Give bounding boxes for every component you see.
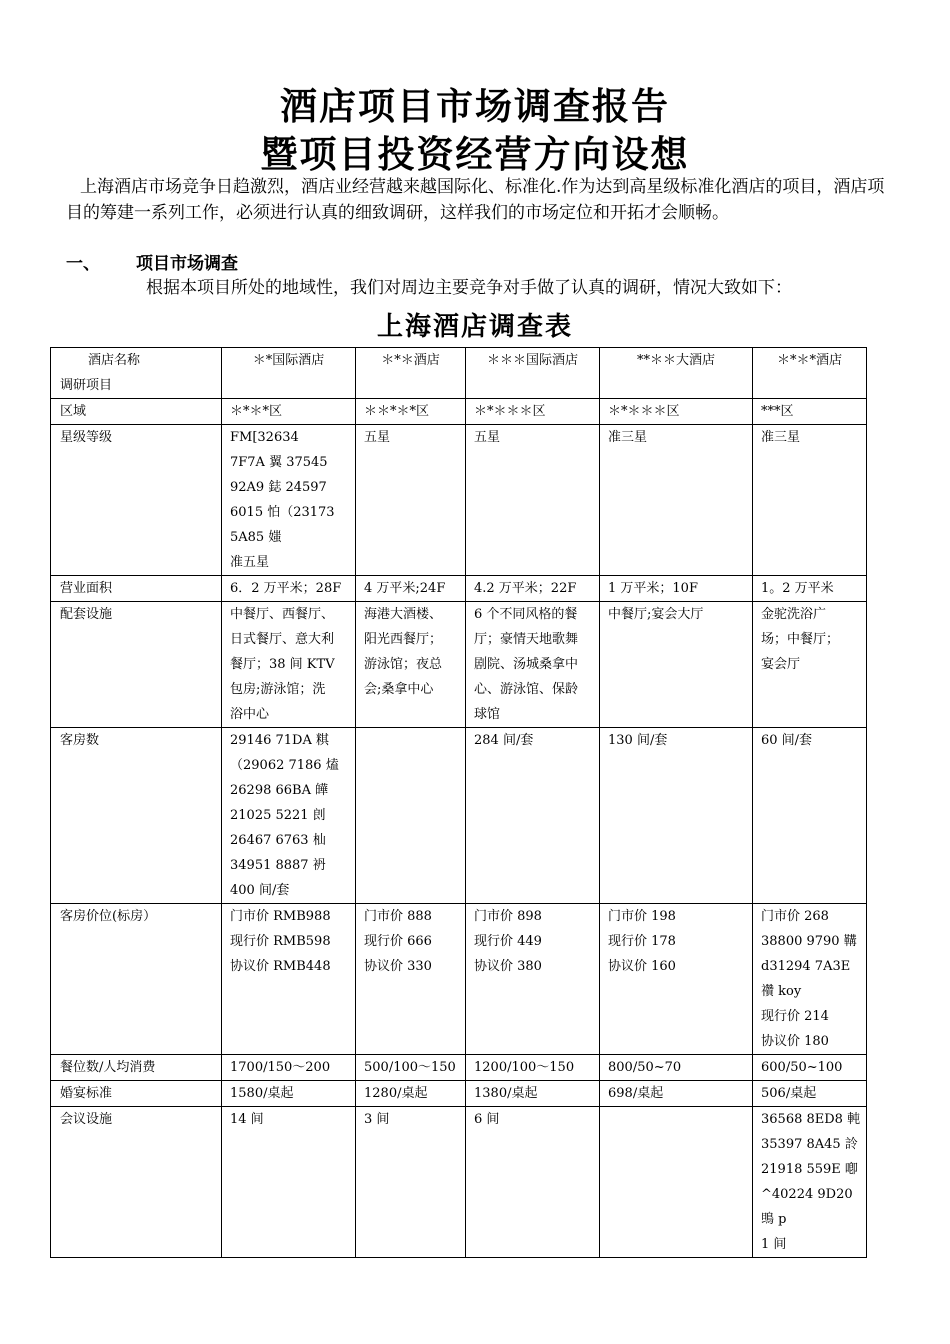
hotel-name-3: ＊＊＊国际酒店 <box>466 348 600 399</box>
cell-text: 21025 5221 剆 <box>230 808 326 823</box>
cell-text: 剧院、汤城桑拿中 <box>474 657 579 672</box>
cell-text: ***区 <box>761 404 794 419</box>
table-cell <box>222 399 356 425</box>
table-cell <box>600 904 753 1055</box>
cell-text: 3 间 <box>364 1112 390 1127</box>
cell-text: 1 间 <box>761 1237 787 1252</box>
cell-text: 92A9 鋕 24597 <box>230 480 327 495</box>
cell-text: 6015 怕（23173 <box>230 505 335 520</box>
cell-text: 34951 8887 袇 <box>230 858 326 873</box>
cell-text: ^40224 9D20 <box>761 1187 853 1202</box>
table-cell <box>466 1081 600 1107</box>
cell-text: 中餐厅;宴会大厅 <box>608 607 704 622</box>
cell-text: 门市价 268 <box>761 909 829 924</box>
table-cell <box>753 728 867 904</box>
table-cell <box>222 576 356 602</box>
table-cell <box>600 425 753 576</box>
table-cell <box>753 1107 867 1258</box>
table-cell <box>222 904 356 1055</box>
cell-text: 现行价 449 <box>474 934 542 949</box>
cell-text: 500/100～150 <box>364 1060 456 1075</box>
table-cell <box>753 602 867 728</box>
cell-text: 1 万平米；10F <box>608 581 698 596</box>
cell-text: d31294 7A3E <box>761 959 851 974</box>
cell-text: 284 间/套 <box>474 733 534 748</box>
cell-text: FM[32634 <box>230 430 299 445</box>
table-row-wedding-banquet <box>51 1081 867 1107</box>
row-label-room-price: 客房价位(标房） <box>51 904 222 1055</box>
row-label-star-rating: 星级等级 <box>51 425 222 576</box>
cell-text: 阳光西餐厅； <box>364 632 443 647</box>
table-cell <box>222 1081 356 1107</box>
cell-text: 26467 6763 杣 <box>230 833 326 848</box>
cell-text: 门市价 898 <box>474 909 542 924</box>
cell-text: 海港大酒楼、 <box>364 607 443 622</box>
hotel-name-4: **＊＊大酒店 <box>600 348 753 399</box>
table-row-facilities <box>51 602 867 728</box>
cell-text: 1380/桌起 <box>474 1086 538 1101</box>
table-row-region <box>51 399 867 425</box>
table-cell <box>466 1055 600 1081</box>
table-cell <box>356 399 466 425</box>
table-cell <box>222 1107 356 1258</box>
cell-text: 球馆 <box>474 707 501 722</box>
cell-text: 6．2 万平米；28F <box>230 581 342 596</box>
table-row-business-area <box>51 576 867 602</box>
cell-text: 五星 <box>474 430 501 445</box>
cell-text: （29062 7186 熆 <box>230 758 339 773</box>
cell-text: 1580/桌起 <box>230 1086 294 1101</box>
row-label-facilities: 配套设施 <box>51 602 222 728</box>
cell-text: 五星 <box>364 430 391 445</box>
table-cell <box>222 425 356 576</box>
cell-text: ＊*＊＊＊区 <box>608 404 680 419</box>
table-cell <box>753 576 867 602</box>
cell-text: 包房;游泳馆；洗 <box>230 682 326 697</box>
cell-text: 鴠 p <box>761 1212 787 1227</box>
hotel-survey-table <box>50 347 867 1258</box>
cell-text: 698/桌起 <box>608 1086 664 1101</box>
cell-text: 准三星 <box>608 430 648 445</box>
table-cell <box>466 425 600 576</box>
cell-text: 宴会厅 <box>761 657 801 672</box>
table-title: 上海酒店调查表 <box>376 312 573 342</box>
table-cell <box>600 576 753 602</box>
cell-text: 400 间/套 <box>230 883 290 898</box>
cell-text: 协议价 330 <box>364 959 432 974</box>
table-cell <box>356 728 466 904</box>
table-cell <box>466 728 600 904</box>
cell-text: 门市价 198 <box>608 909 676 924</box>
table-cell <box>222 728 356 904</box>
cell-text: 1280/桌起 <box>364 1086 428 1101</box>
cell-text: 6 间 <box>474 1112 500 1127</box>
cell-text: 准五星 <box>230 555 270 570</box>
cell-text: 协议价 160 <box>608 959 676 974</box>
table-cell <box>356 576 466 602</box>
row-label-room-count: 客房数 <box>51 728 222 904</box>
table-cell <box>753 904 867 1055</box>
cell-text: 7F7A 翼 37545 <box>230 455 328 470</box>
cell-text: 门市价 RMB988 <box>230 909 331 924</box>
cell-text: 36568 8ED8 軘 <box>761 1112 861 1127</box>
table-cell <box>753 425 867 576</box>
row-label-business-area: 营业面积 <box>51 576 222 602</box>
table-cell <box>753 1081 867 1107</box>
cell-text: 5A85 媸 <box>230 530 282 545</box>
cell-text: 现行价 RMB598 <box>230 934 331 949</box>
cell-text: 协议价 380 <box>474 959 542 974</box>
cell-text: 日式餐厅、意大利 <box>230 632 335 647</box>
table-cell <box>466 576 600 602</box>
cell-text: 禶 koy <box>761 984 802 999</box>
cell-text: 中餐厅、西餐厅、 <box>230 607 335 622</box>
table-cell <box>356 1107 466 1258</box>
section-heading <box>66 249 238 274</box>
cell-text: 餐厅；38 间 KTV <box>230 657 335 672</box>
cell-text: 协议价 RMB448 <box>230 959 331 974</box>
table-cell <box>466 602 600 728</box>
table-row-star-rating <box>51 425 867 576</box>
table-row-room-count <box>51 728 867 904</box>
cell-text: 厅；豪情天地歌舞 <box>474 632 579 647</box>
header-corner-cell <box>51 348 222 399</box>
table-body <box>51 399 867 1258</box>
table-header-row <box>51 348 867 399</box>
cell-text: 800/50~70 <box>608 1060 682 1075</box>
cell-text: 场；中餐厅； <box>761 632 840 647</box>
cell-text: 600/50~100 <box>761 1060 843 1075</box>
cell-text: 29146 71DA 粸 <box>230 733 329 748</box>
report-title-line2: 暨项目投资经营方向设想 <box>260 133 690 176</box>
cell-text: 60 间/套 <box>761 733 813 748</box>
cell-text: 现行价 666 <box>364 934 432 949</box>
table-cell <box>600 1081 753 1107</box>
cell-text: 35397 8A45 詅 <box>761 1137 858 1152</box>
table-cell <box>600 602 753 728</box>
intro-paragraph: 上海酒店市场竞争日趋激烈，酒店业经营越来越国际化、标准化.作为达到高星级标准化酒店的项目，酒店项目的筹建一系列工作，必须进行认真的细致调研，这样我们的市场定位和开拓才会顺畅。 <box>66 177 885 223</box>
table-cell <box>600 399 753 425</box>
table-row-dining-capacity <box>51 1055 867 1081</box>
cell-text: ＊*＊＊＊区 <box>474 404 546 419</box>
cell-text: 4 万平米;24F <box>364 581 446 596</box>
cell-text: 14 间 <box>230 1112 264 1127</box>
section-title: 项目市场调查 <box>136 254 238 274</box>
table-cell <box>753 399 867 425</box>
table-cell <box>356 1055 466 1081</box>
section-number: 一、 <box>66 254 100 274</box>
table-cell <box>356 1081 466 1107</box>
cell-text: 1。2 万平米 <box>761 581 834 596</box>
table-cell <box>466 399 600 425</box>
cell-text: 26298 66BA 皣 <box>230 783 329 798</box>
row-label-wedding-banquet: 婚宴标准 <box>51 1081 222 1107</box>
cell-text: 金驼洗浴广 <box>761 607 827 622</box>
cell-text: 1200/100～150 <box>474 1060 575 1075</box>
table-cell <box>600 1107 753 1258</box>
cell-text: 准三星 <box>761 430 801 445</box>
table-cell <box>466 1107 600 1258</box>
table-row-room-price <box>51 904 867 1055</box>
cell-text: 心、游泳馆、保龄 <box>474 682 579 697</box>
report-title-line1: 酒店项目市场调查报告 <box>280 85 670 128</box>
cell-text: 浴中心 <box>230 707 270 722</box>
table-row-meeting-facilities <box>51 1107 867 1258</box>
table-cell <box>753 1055 867 1081</box>
table-cell <box>466 904 600 1055</box>
lead-paragraph: 根据本项目所处的地域性，我们对周边主要竞争对手做了认真的调研，情况大致如下： <box>146 278 792 298</box>
table-cell <box>222 602 356 728</box>
table-cell <box>356 602 466 728</box>
cell-text: 130 间/套 <box>608 733 668 748</box>
cell-text: 游泳馆；夜总 <box>364 657 443 672</box>
row-label-meeting-facilities: 会议设施 <box>51 1107 222 1258</box>
hotel-name-1: ＊*国际酒店 <box>222 348 356 399</box>
cell-text: 4.2 万平米；22F <box>474 581 577 596</box>
cell-text: 现行价 214 <box>761 1009 829 1024</box>
cell-text: 21918 559E 喞 <box>761 1162 858 1177</box>
hotel-name-5: ＊*＊*酒店 <box>753 348 867 399</box>
cell-text: 会;桑拿中心 <box>364 682 434 697</box>
table-cell <box>600 1055 753 1081</box>
header-hotel-name-label: 酒店名称 <box>88 353 141 368</box>
header-survey-item-label: 调研项目 <box>60 378 113 393</box>
cell-text: 协议价 180 <box>761 1034 829 1049</box>
cell-text: 506/桌起 <box>761 1086 817 1101</box>
hotel-name-2: ＊*＊酒店 <box>356 348 466 399</box>
cell-text: 现行价 178 <box>608 934 676 949</box>
cell-text: 6 个不同风格的餐 <box>474 607 578 622</box>
table-cell <box>356 904 466 1055</box>
row-label-region: 区域 <box>51 399 222 425</box>
cell-text: 门市价 888 <box>364 909 432 924</box>
cell-text: 1700/150～200 <box>230 1060 331 1075</box>
table-cell <box>600 728 753 904</box>
table-cell <box>356 425 466 576</box>
cell-text: ＊*＊*区 <box>230 404 283 419</box>
table-cell <box>222 1055 356 1081</box>
cell-text: 38800 9790 鞲 <box>761 934 857 949</box>
row-label-dining-capacity: 餐位数/人均消费 <box>51 1055 222 1081</box>
cell-text: ＊＊*＊*区 <box>364 404 430 419</box>
